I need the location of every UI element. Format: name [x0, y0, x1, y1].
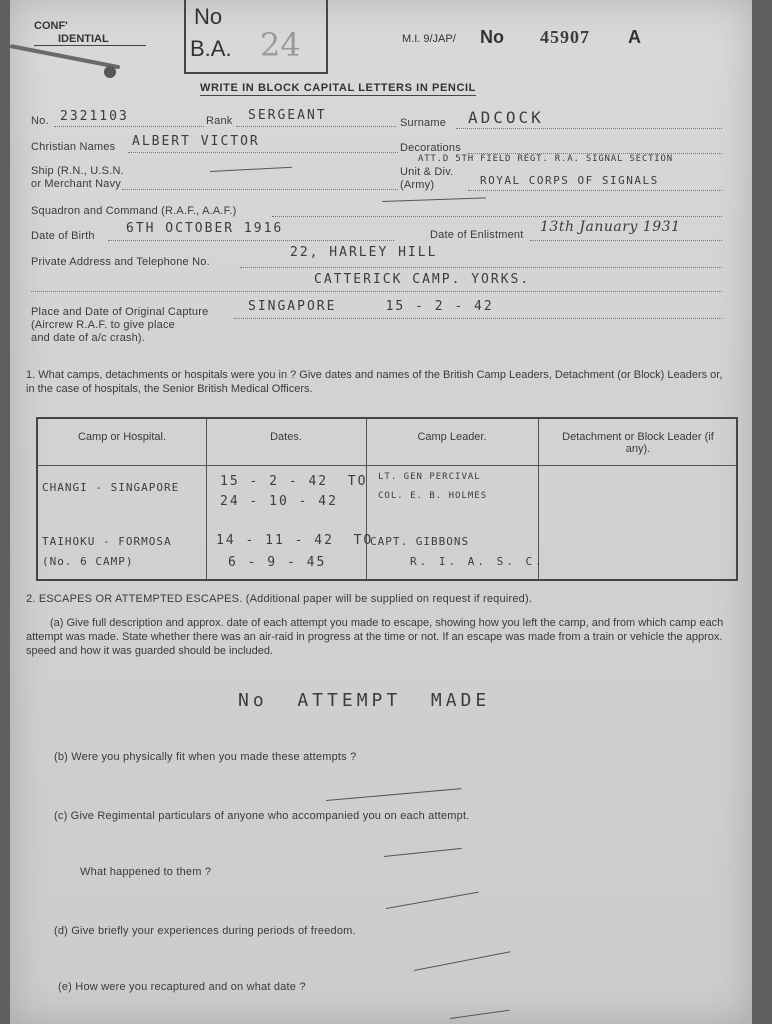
- mi9-ref-suffix: A: [628, 27, 641, 47]
- ship-label-line2: or Merchant Navy: [31, 178, 122, 190]
- enlistment-label: Date of Enlistment: [430, 229, 524, 241]
- row1-dates-from: 15 - 2 - 42 TO: [220, 474, 368, 489]
- question-2c-text: (c) Give Regimental particulars of anyone who accompanied you on each attempt.: [54, 810, 470, 822]
- service-no-value: 2321103: [60, 109, 129, 124]
- address-label: Private Address and Telephone No.: [31, 256, 210, 268]
- ship-label-line1: Ship (R.N., U.S.N.: [31, 165, 124, 177]
- capture-value: SINGAPORE 15 - 2 - 42: [248, 299, 494, 314]
- row2-camp-line2: (No. 6 CAMP): [42, 555, 134, 568]
- row1-dates-to: 24 - 10 - 42: [220, 494, 338, 509]
- service-no-label: No.: [31, 115, 49, 127]
- ship-blank-dash: [210, 167, 292, 172]
- confidential-underline: [34, 45, 146, 46]
- col-header-detachment: Detachment or Block Leader (if any).: [562, 431, 714, 455]
- capture-label-line1: Place and Date of Original Capture: [31, 306, 209, 318]
- ba-box-no: No: [194, 4, 223, 29]
- question-2a-text: (a) Give full description and approx. date of each attempt you made to escape, showing how you left the camp, and from which camp each attempt was made. State whether there was an air-raid in progress at the time or not. If an escape was made from a train or vehicle the approx. speed and how it was guarded should be included.: [26, 617, 724, 657]
- rank-value: SERGEANT: [248, 108, 327, 123]
- decorations-label: Decorations: [400, 142, 461, 154]
- row1-leader-2: COL. E. B. HOLMES: [378, 491, 488, 501]
- address-value-line2: CATTERICK CAMP. YORKS.: [314, 272, 531, 287]
- christian-names-value: ALBERT VICTOR: [132, 134, 260, 149]
- question-1-text: 1. What camps, detachments or hospitals were you in ? Give dates and names of the British Camp Leaders, Detachment (or Block) Leaders or, in the case of hospitals, the Senior British Medical Officers.: [26, 369, 723, 395]
- question-2d-dash: [414, 951, 510, 971]
- rank-label: Rank: [206, 115, 233, 127]
- dob-label: Date of Birth: [31, 230, 95, 242]
- mi9-ref-code: M.I. 9/JAP/: [402, 33, 456, 45]
- address-value-line1: 22, HARLEY HILL: [290, 245, 438, 260]
- surname-value: ADCOCK: [468, 108, 544, 127]
- squadron-blank-dash: [382, 197, 486, 202]
- confidential-stamp-line1: CONF': [34, 20, 68, 32]
- squadron-label: Squadron and Command (R.A.F., A.A.F.): [31, 205, 237, 217]
- row1-leader-1: LT. GEN PERCIVAL: [378, 472, 481, 482]
- row2-dates-to: 6 - 9 - 45: [228, 555, 327, 570]
- surname-label: Surname: [400, 117, 447, 129]
- tie-knot: [104, 66, 116, 78]
- question-2-heading: 2. ESCAPES OR ATTEMPTED ESCAPES. (Additional paper will be supplied on request if required).: [26, 593, 533, 605]
- mi9-ref-no-label: No: [480, 27, 504, 47]
- question-2c-followup: What happened to them ?: [80, 866, 212, 878]
- row2-camp-line1: TAIHOKU - FORMOSA: [42, 535, 172, 548]
- camps-table: [36, 417, 738, 581]
- question-2d-text: (d) Give briefly your experiences during periods of freedom.: [54, 925, 356, 937]
- col-header-camp: Camp or Hospital.: [77, 431, 167, 443]
- row1-camp: CHANGI - SINGAPORE: [42, 481, 180, 494]
- question-2e-text: (e) How were you recaptured and on what date ?: [58, 981, 306, 993]
- question-2c-followup-dash: [386, 892, 479, 909]
- pencil-instruction: WRITE IN BLOCK CAPITAL LETTERS IN PENCIL: [200, 82, 476, 94]
- dob-value: 6TH OCTOBER 1916: [126, 221, 284, 236]
- col-header-dates: Dates.: [270, 431, 302, 443]
- unit-value-line1: ATT.D 5TH FIELD REGT. R.A. SIGNAL SECTION: [418, 154, 673, 164]
- unit-label-line1: Unit & Div.: [400, 166, 454, 178]
- form-page: [10, 0, 752, 1024]
- enlistment-value: 13th January 1931: [540, 219, 681, 235]
- question-2c-dash: [384, 848, 462, 857]
- question-2e-dash: [450, 1010, 510, 1019]
- capture-label-line2: (Aircrew R.A.F. to give place: [31, 319, 175, 331]
- tie-string: [10, 44, 121, 69]
- capture-label-line3: and date of a/c crash).: [31, 332, 146, 344]
- question-2b-text: (b) Were you physically fit when you made these attempts ?: [54, 751, 357, 763]
- christian-names-label: Christian Names: [31, 141, 116, 153]
- confidential-stamp-line2: IDENTIAL: [58, 33, 109, 45]
- col-header-leader: Camp Leader.: [417, 431, 487, 443]
- ba-box-label: B.A.: [190, 36, 232, 61]
- question-2b-dash: [326, 788, 462, 801]
- unit-value-line2: ROYAL CORPS OF SIGNALS: [480, 174, 659, 187]
- row2-leader-1: CAPT. GIBBONS: [370, 535, 470, 548]
- question-2a-answer: No ATTEMPT MADE: [238, 690, 491, 711]
- unit-label-line2: (Army): [400, 179, 435, 191]
- row2-leader-2: R. I. A. S. C.: [410, 555, 545, 568]
- ba-box-handwritten-number: 24: [260, 26, 301, 64]
- row2-dates-from: 14 - 11 - 42 TO: [216, 533, 374, 548]
- mi9-ref-number: 45907: [540, 27, 590, 47]
